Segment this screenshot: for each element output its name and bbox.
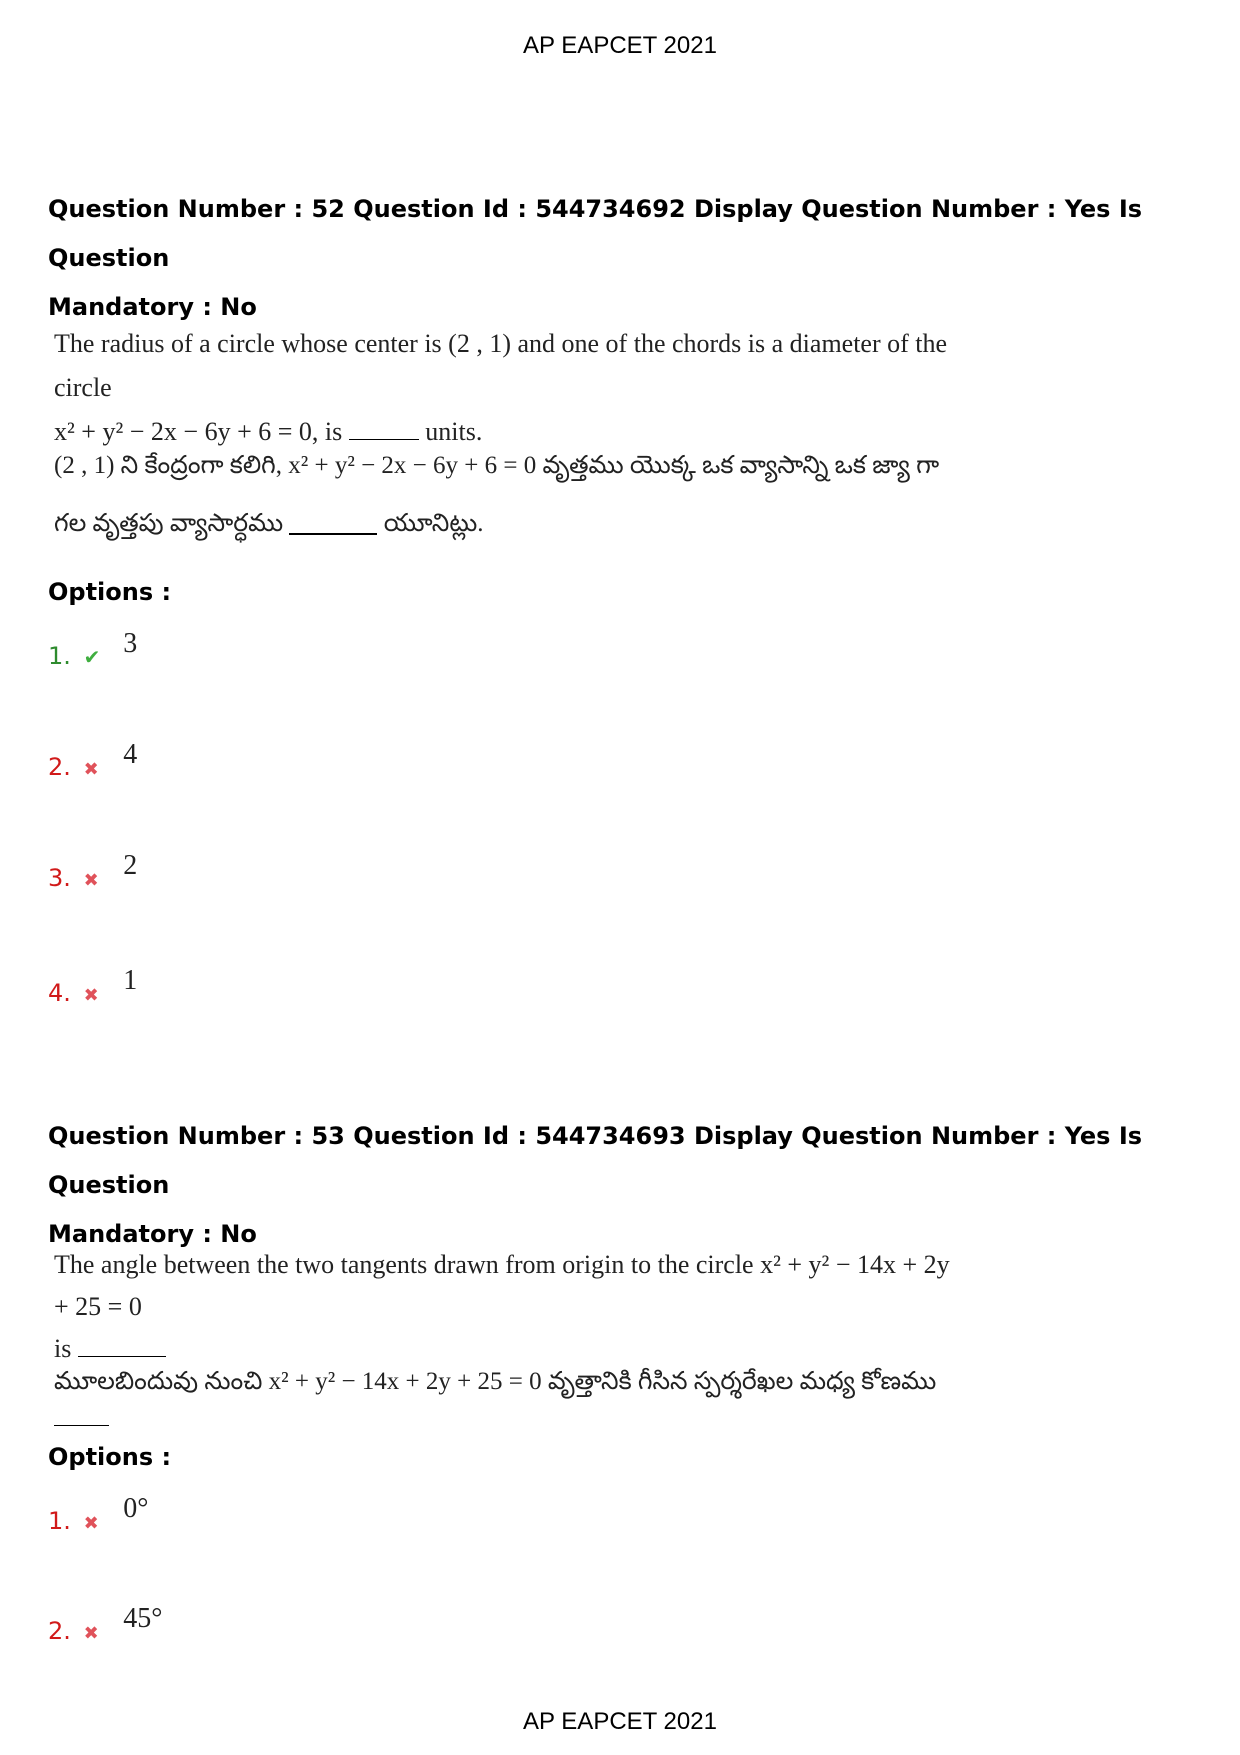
options-label: Options : xyxy=(48,578,172,606)
question-text-line xyxy=(54,1328,954,1370)
option-number: 4. xyxy=(48,979,71,1007)
question-52-meta xyxy=(48,185,1198,332)
question-text-fragment: x² + y² − 2x − 6y + 6 = 0, is xyxy=(54,417,343,446)
option-value: 1 xyxy=(123,965,138,996)
option-value: 0° xyxy=(123,1493,149,1524)
option-4 xyxy=(48,965,138,1017)
cross-icon: ✖ xyxy=(83,1623,99,1644)
question-text-fragment: గల వృత్తపు వ్యాసార్ధము xyxy=(54,510,284,537)
option-number: 1. xyxy=(48,642,71,670)
option-number: 2. xyxy=(48,753,71,781)
option-3 xyxy=(48,850,138,902)
cross-icon: ✖ xyxy=(83,1513,99,1534)
option-value: 45° xyxy=(123,1603,163,1634)
option-2 xyxy=(48,739,138,791)
question-meta-line: Question Number : 52 Question Id : 544734692 Display Question Number : Yes Is Question xyxy=(48,195,1143,272)
option-value: 2 xyxy=(123,850,138,881)
question-52-telugu-text xyxy=(54,437,974,553)
question-meta-line: Mandatory : No xyxy=(48,293,257,321)
option-number: 2. xyxy=(48,1617,71,1645)
question-meta-line: Mandatory : No xyxy=(48,1220,257,1248)
answer-blank xyxy=(289,515,377,535)
cross-icon: ✖ xyxy=(83,759,99,780)
answer-blank xyxy=(78,1338,166,1357)
options-label: Options : xyxy=(48,1443,172,1471)
option-number: 1. xyxy=(48,1507,71,1535)
check-icon: ✔ xyxy=(83,645,101,669)
question-53-telugu-text xyxy=(54,1368,974,1430)
question-text-line xyxy=(54,495,974,553)
question-text-fragment: is xyxy=(54,1334,72,1363)
question-text-line: The angle between the two tangents drawn from origin to the circle x² + y² − 14x + 2y + 25 = 0 xyxy=(54,1250,950,1321)
question-text-fragment: units. xyxy=(425,417,483,446)
answer-blank xyxy=(54,1409,109,1426)
question-text-fragment: మూలబిందువు నుంచి x² + y² − 14x + 2y + 25 = 0 వృత్తానికి గీసిన స్పర్శరేఖల మధ్య కోణము xyxy=(54,1368,937,1395)
cross-icon: ✖ xyxy=(83,870,99,891)
option-2 xyxy=(48,1603,163,1655)
question-53-meta xyxy=(48,1112,1198,1259)
option-value: 4 xyxy=(123,739,138,770)
option-1 xyxy=(48,628,138,680)
question-text-line: (2 , 1) ని కేంద్రంగా కలిగి, x² + y² − 2x − 6y + 6 = 0 వృత్తము యొక్క ఒక వ్యాసాన్ని ఒక జ్యా గా xyxy=(54,452,940,479)
page-footer: AP EAPCET 2021 xyxy=(523,1708,717,1735)
option-number: 3. xyxy=(48,864,71,892)
question-52-english-text xyxy=(54,322,954,454)
question-text-line: The radius of a circle whose center is (2 , 1) and one of the chords is a diameter of the circle xyxy=(54,329,948,402)
question-53-english-text xyxy=(54,1244,954,1370)
question-text-fragment: యూనిట్లు. xyxy=(383,510,484,537)
page-header: AP EAPCET 2021 xyxy=(523,32,717,59)
option-1 xyxy=(48,1493,149,1545)
option-value: 3 xyxy=(123,628,138,659)
question-meta-line: Question Number : 53 Question Id : 544734693 Display Question Number : Yes Is Question xyxy=(48,1122,1143,1199)
cross-icon: ✖ xyxy=(83,985,99,1006)
